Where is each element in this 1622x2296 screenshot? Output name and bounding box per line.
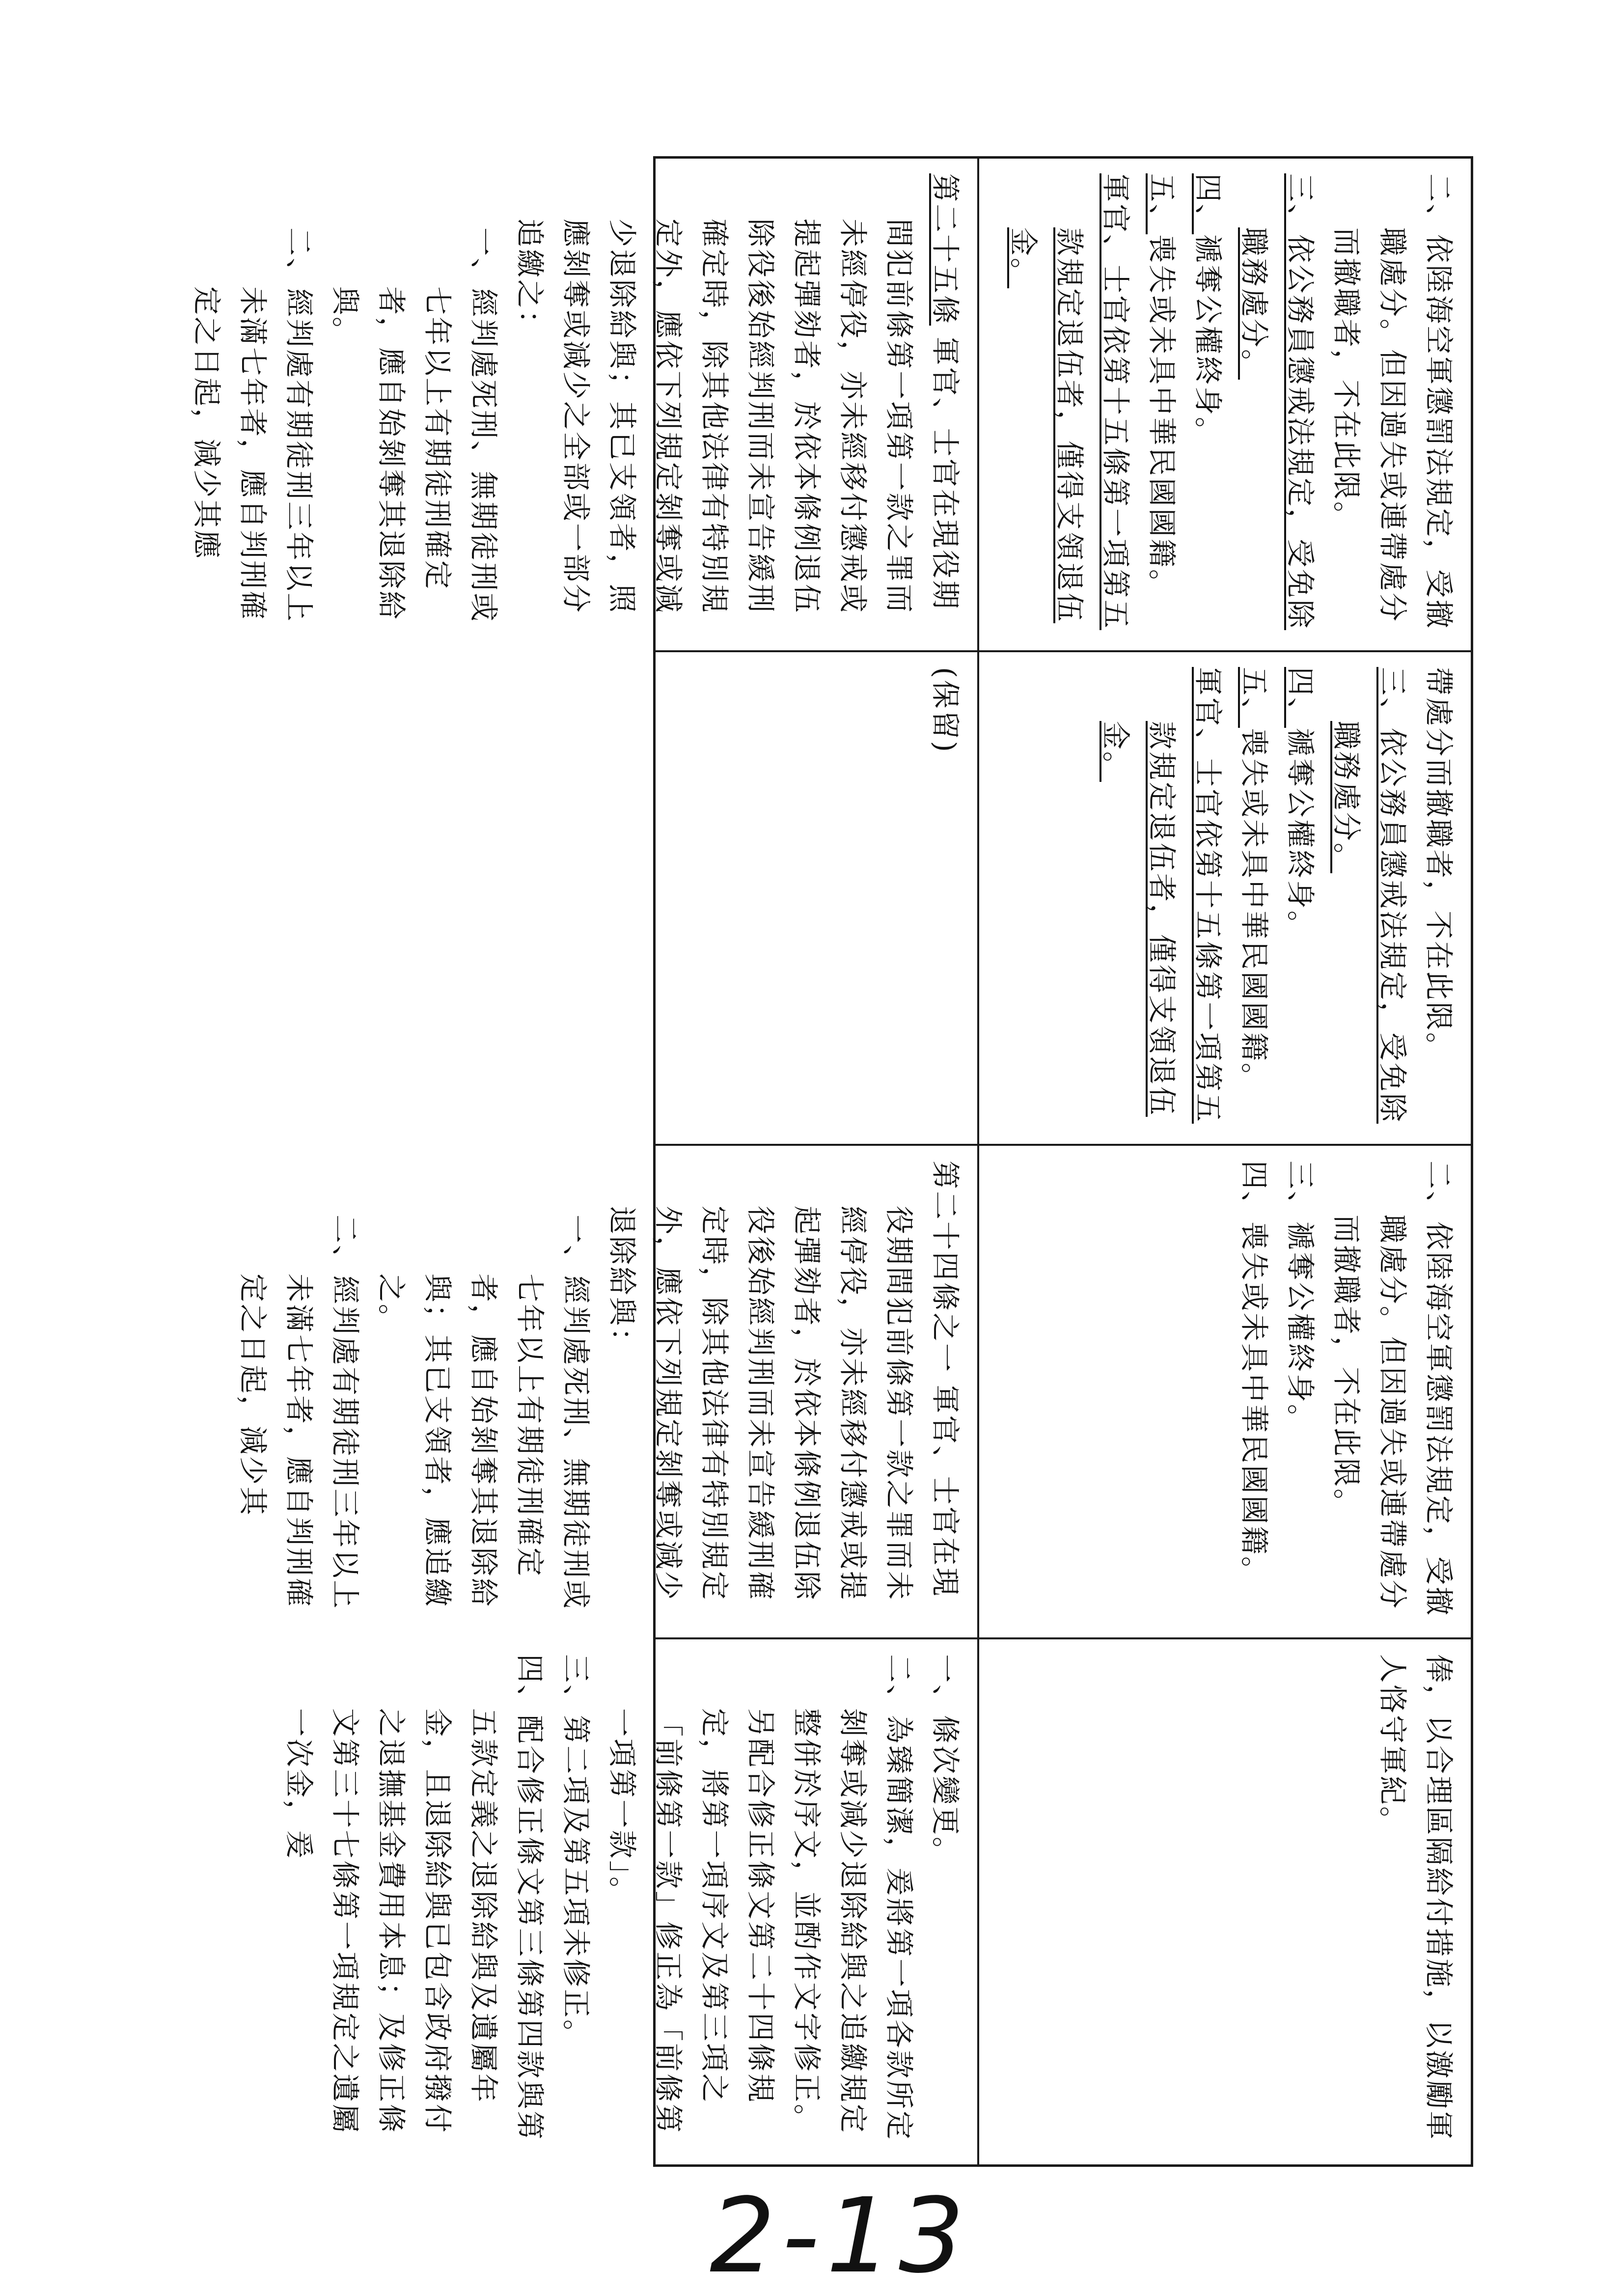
- bottom-row-amended-column: [190, 159, 977, 652]
- article-paragraph: [507, 173, 968, 637]
- list-item: 五、喪失或未具中華民國國籍。: [1145, 173, 1179, 600]
- list-item: 五、喪失或未具中華民國國籍。: [1237, 667, 1271, 1094]
- bottom-row-proposed-column: [656, 652, 977, 1146]
- list-item: 二、依陸海空軍懲罰法規定，受撤職處分。但因過失或連帶處分而撤職者，不在此限。: [1330, 1161, 1456, 1618]
- list-item: 四、喪失或未具中華民國國籍。: [1237, 1161, 1271, 1587]
- reserved-text: (保留): [929, 667, 962, 754]
- bottom-row-explanation-column: [282, 1639, 977, 2164]
- article-paragraph: [599, 1161, 968, 1625]
- list-item: 三、依公務員懲戒法規定，受免除職務處分。: [1330, 667, 1409, 1124]
- list-item: 三、依公務員懲戒法規定，受免除職務處分。: [1237, 173, 1317, 631]
- list-item: 二、為臻簡潔，爰將第一項各款所定剝奪或減少退除給與之追繳規定整併於序文，並酌作文字修正。另配合修正條文第二十四條規定，將第一項序文及第三項之「前條第一款」修正為「前條第一項第一款」。: [605, 1654, 916, 2142]
- list-item: 二、經判處有期徒刑三年以上未滿七年者，應自判刑確定之日起，減少其: [236, 1215, 362, 1611]
- article-intro: 軍官、士官在現役期間犯前條第一款之罪而未經停役，亦未經移付懲戒或提起彈劾者，於依本條例退伍除役後始經判刑而未宣告緩刑確定時，除其他法律有特別規定外，應依下列規定剝奪或減少退除給與：: [605, 1206, 962, 1602]
- list-item: 一、經判處死刑、無期徒刑或七年以上有期徒刑確定者，應自始剝奪其退除給與。: [329, 227, 500, 624]
- top-row-proposed-column: [977, 652, 1471, 1146]
- list-item: 三、第二項及第五項未修正。: [559, 1654, 593, 2050]
- top-row-amended-column: [977, 159, 1471, 652]
- top-row-current-column: [977, 1146, 1471, 1639]
- list-item: 軍官、士官依第十五條第一項第五款規定退伍者，僅得支領退伍金。: [1007, 173, 1132, 631]
- list-item: 帶處分而撤職者，不在此限。: [1422, 667, 1456, 1063]
- list-item: 四、配合修正條文第三條第四款與第五款定義之退除給與及遺屬年金，且退除給與已包含政府撥付之退撫基金費用本息；及修正條文第三十七條第一項規定之遺屬一次金，爰: [282, 1654, 547, 2142]
- article-number: 第二十四條之一: [929, 1161, 962, 1374]
- list-item: 二、依陸海空軍懲罰法規定，受撤職處分。但因過失或連帶處分而撤職者，不在此限。: [1330, 173, 1456, 631]
- list-item: 四、褫奪公權終身。: [1191, 173, 1225, 448]
- comparison-table: [190, 156, 1473, 2167]
- list-item: 四、褫奪公權終身。: [1284, 667, 1317, 941]
- list-item: 一、條次變更。: [929, 1654, 962, 1868]
- list-item: 三、褫奪公權終身。: [1284, 1161, 1317, 1435]
- list-item: 軍官、士官依第十五條第一項第五款規定退伍者，僅得支領退伍金。: [1099, 667, 1225, 1124]
- explanation-text: 俸，以合理區隔給付措施，以激勵軍人恪守軍紀。: [1376, 1654, 1456, 2142]
- page-number: 2-13: [710, 2176, 971, 2296]
- article-number: 第二十五條: [929, 173, 962, 326]
- bottom-row-current-column: [236, 1146, 977, 1639]
- list-item: 二、經判處有期徒刑三年以上未滿七年者，應自判刑確定之日起，減少其應: [190, 227, 316, 624]
- article-intro: 軍官、士官在現役期間犯前條第一項第一款之罪而未經停役，亦未經移付懲戒或提起彈劾者，於依本條例退伍除役後始經判刑而未宣告緩刑確定時，除其他法律有特別規定外，應依下列規定剝奪或減少退除給與；其已支領者，照應剝奪或減少之全部或一部分追繳之：: [513, 219, 962, 615]
- top-row-explanation-column: [977, 1639, 1471, 2164]
- list-item: 一、經判處死刑、無期徒刑或七年以上有期徒刑確定者，應自始剝奪其退除給與；其已支領者，應追繳之。: [375, 1215, 593, 1611]
